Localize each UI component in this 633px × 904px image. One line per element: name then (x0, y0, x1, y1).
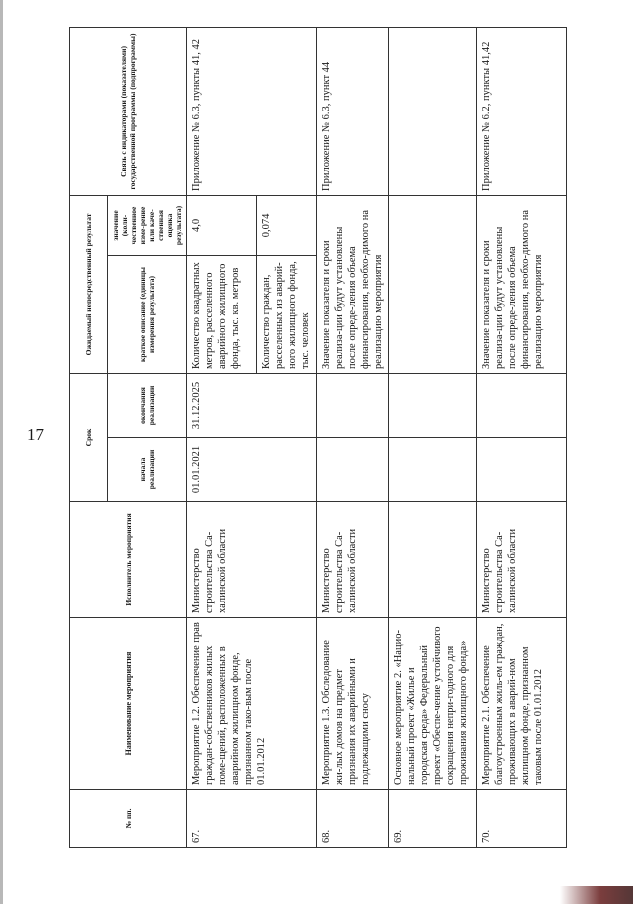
table-row (187, 27, 257, 847)
table-row (477, 27, 567, 847)
row-link: Приложение № 6.2, пункты 41,42 (477, 27, 567, 195)
row-result (389, 195, 477, 373)
row-value-b: 0,074 (257, 195, 317, 255)
row-start (477, 438, 567, 502)
header-name: Наименование мероприятия (70, 618, 187, 790)
row-executor (389, 502, 477, 618)
row-result-a: Количество квадратных метров, расселенного аварийного жилищного фонда, тыс. кв. метров (187, 255, 257, 373)
header-num: № пп. (70, 790, 187, 848)
row-end (477, 373, 567, 437)
table-row (389, 27, 477, 847)
row-name: Мероприятие 2.1. Обеспечение благоустроенным жиль-ем граждан, проживающих в аварий-ном жилищном фонде, признанном таковым после 01.01.2012 (477, 618, 567, 790)
row-num: 67. (187, 790, 317, 848)
header-result: Ожидаемый непосредственный результат (70, 195, 108, 373)
page-number: 17 (27, 425, 44, 444)
row-num: 68. (317, 790, 389, 848)
header-link: Связь с индикаторами (показателями) государственной программы (подпрограммы) (70, 27, 187, 195)
table-row (317, 27, 389, 847)
header-executor: Исполнитель мероприятия (70, 502, 187, 618)
row-num: 70. (477, 790, 567, 848)
row-name: Мероприятие 1.3. Обследование жи-лых домов на предмет признания их аварийными и подлежащими сносу (317, 618, 389, 790)
row-executor: Министерство строительства Са-халинской области (187, 502, 317, 618)
row-name: Основное мероприятие 2. «Нацио-нальный проект «Жилье и городская среда» Федеральный проект «Обеспе-чение устойчивого сокращения непри-годного для проживания жилищного фонда» (389, 618, 477, 790)
header-term-end: окончания реализации (108, 373, 187, 437)
row-end: 31.12.2025 (187, 373, 317, 437)
row-link: Приложение № 6.3, пункт 44 (317, 27, 389, 195)
rotated-table-container (69, 28, 547, 848)
row-end (389, 373, 477, 437)
row-result: Значение показателя и сроки реализа-ции будут установлены после опреде-ления объема финансирования, необхо-димого на реализацию мероприятия (477, 195, 567, 373)
header-result-desc: краткое описание (единицы измерения результата) (108, 255, 187, 373)
row-start: 01.01.2021 (187, 438, 317, 502)
row-end (317, 373, 389, 437)
row-executor: Министерство строительства Са-халинской области (317, 502, 389, 618)
row-value-a: 4,0 (187, 195, 257, 255)
scan-artifact (560, 886, 633, 904)
row-result-b: Количество граждан, расселенных из аварий-ного жилищного фонда, тыс. человек (257, 255, 317, 373)
header-term: Срок (70, 373, 108, 501)
header-result-value: значение (коли-чественное изме-рение или каче-ственная оценка результата) (108, 195, 187, 255)
row-num: 69. (389, 790, 477, 848)
row-executor: Министерство строительства Са-халинской области (477, 502, 567, 618)
scan-edge (0, 0, 3, 904)
row-link: Приложение № 6.3, пункты 41, 42 (187, 27, 317, 195)
header-term-start: начала реализации (108, 438, 187, 502)
row-result: Значение показателя и сроки реализа-ции будут установлены после опреде-ления объема финансирования, необхо-димого на реализацию мероприятия (317, 195, 389, 373)
measures-table (69, 27, 567, 848)
header-row-1 (70, 27, 108, 847)
row-start (389, 438, 477, 502)
row-start (317, 438, 389, 502)
row-link (389, 27, 477, 195)
row-name: Мероприятие 1.2. Обеспечение прав граждан-собственников жилых поме-щений, расположенных в аварийном жилищном фонде, признанном тако-вым после 01.01.2012 (187, 618, 317, 790)
